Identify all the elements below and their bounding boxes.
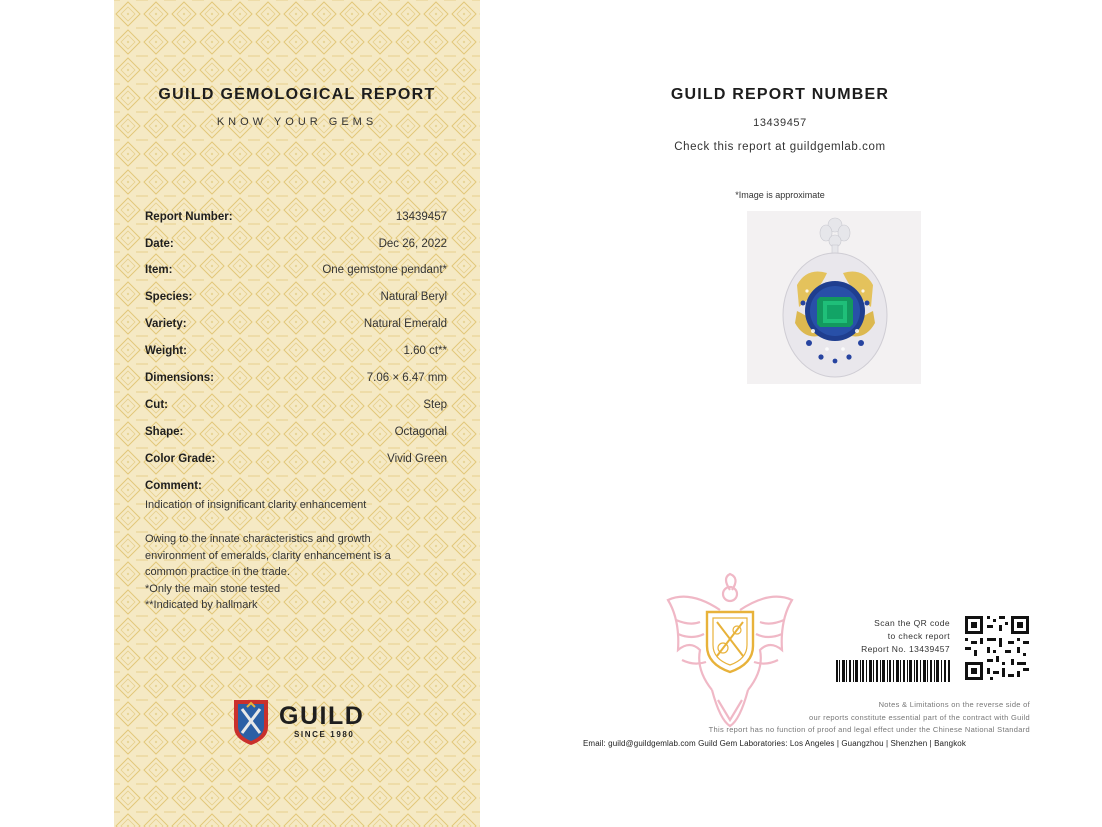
certificate-panel xyxy=(114,0,480,827)
comment-paragraph-line: common practice in the trade. xyxy=(145,566,290,578)
guild-logo-word: GUILD xyxy=(279,702,365,730)
field-value: Natural Beryl xyxy=(380,291,447,303)
barcode-icon xyxy=(836,660,950,682)
report-no-label: Report No. 13439457 xyxy=(861,644,950,654)
scan-qr-instructions xyxy=(874,617,950,643)
certificate-title: GUILD GEMOLOGICAL REPORT xyxy=(158,86,436,103)
field-value: Dec 26, 2022 xyxy=(378,238,447,250)
field-cut xyxy=(145,396,447,414)
field-label: Date: xyxy=(145,238,174,250)
field-label: Color Grade: xyxy=(145,453,216,465)
field-weight xyxy=(145,342,447,360)
field-comment xyxy=(145,477,447,495)
scan-line: to check report xyxy=(887,631,950,641)
field-label: Dimensions: xyxy=(145,372,215,384)
crest-icon xyxy=(703,606,757,676)
notes-line: Notes & Limitations on the reverse side of xyxy=(878,700,1030,709)
field-value: Octagonal xyxy=(394,426,447,438)
field-value: Natural Emerald xyxy=(363,318,447,330)
report-number-title: GUILD REPORT NUMBER xyxy=(670,86,890,103)
field-label: Variety: xyxy=(145,318,187,330)
field-label: Shape: xyxy=(145,426,184,438)
pendant-photo xyxy=(747,211,921,384)
certificate-tagline: KNOW YOUR GEMS xyxy=(216,116,378,128)
field-value: 1.60 ct** xyxy=(403,345,447,357)
field-value: 7.06 × 6.47 mm xyxy=(366,372,447,384)
comment-paragraph xyxy=(145,531,447,614)
field-label: Cut: xyxy=(145,399,168,411)
comment-paragraph-line: Owing to the innate characteristics and growth xyxy=(145,533,371,545)
field-label: Weight: xyxy=(145,345,187,357)
field-value: One gemstone pendant* xyxy=(322,264,447,276)
field-label: Report Number: xyxy=(145,211,233,223)
field-item xyxy=(145,261,447,279)
comment-paragraph-line: *Only the main stone tested xyxy=(145,582,281,595)
guild-shield-icon xyxy=(231,697,271,747)
field-label: Item: xyxy=(145,264,173,276)
notes-line: This report has no function of proof and legal effect under the Chinese National Standard xyxy=(708,725,1030,734)
field-date xyxy=(145,235,447,253)
report-number-value: 13439457 xyxy=(753,117,807,129)
comment-paragraph-line: environment of emeralds, clarity enhancement is a xyxy=(145,549,391,562)
notes-line: our reports constitute essential part of the contract with Guild xyxy=(809,713,1030,722)
field-value: Step xyxy=(423,399,447,411)
field-label: Species: xyxy=(145,291,193,303)
field-shape xyxy=(145,423,447,441)
field-value: 13439457 xyxy=(395,211,447,223)
field-report-number xyxy=(145,208,447,226)
field-color-grade xyxy=(145,450,447,468)
field-dimensions xyxy=(145,369,447,387)
field-value: Vivid Green xyxy=(387,453,447,465)
pendant-illustration xyxy=(747,211,921,384)
qr-code-icon[interactable] xyxy=(963,614,1031,682)
guild-logo-since: SINCE 1980 xyxy=(294,730,355,739)
comment-line: Indication of insignificant clarity enhancement xyxy=(145,499,367,511)
comment-paragraph-line: **Indicated by hallmark xyxy=(145,599,258,611)
field-species xyxy=(145,288,447,306)
image-approximate-note: *Image is approximate xyxy=(735,190,825,200)
field-label: Comment: xyxy=(145,480,202,492)
report-check-link[interactable]: Check this report at guildgemlab.com xyxy=(674,141,886,153)
field-variety xyxy=(145,315,447,333)
contact-footer: Email: guild@guildgemlab.com Guild Gem Laboratories: Los Angeles | Guangzhou | Shenzhen | Bangkok xyxy=(583,739,966,748)
scan-line: Scan the QR code xyxy=(874,618,950,628)
